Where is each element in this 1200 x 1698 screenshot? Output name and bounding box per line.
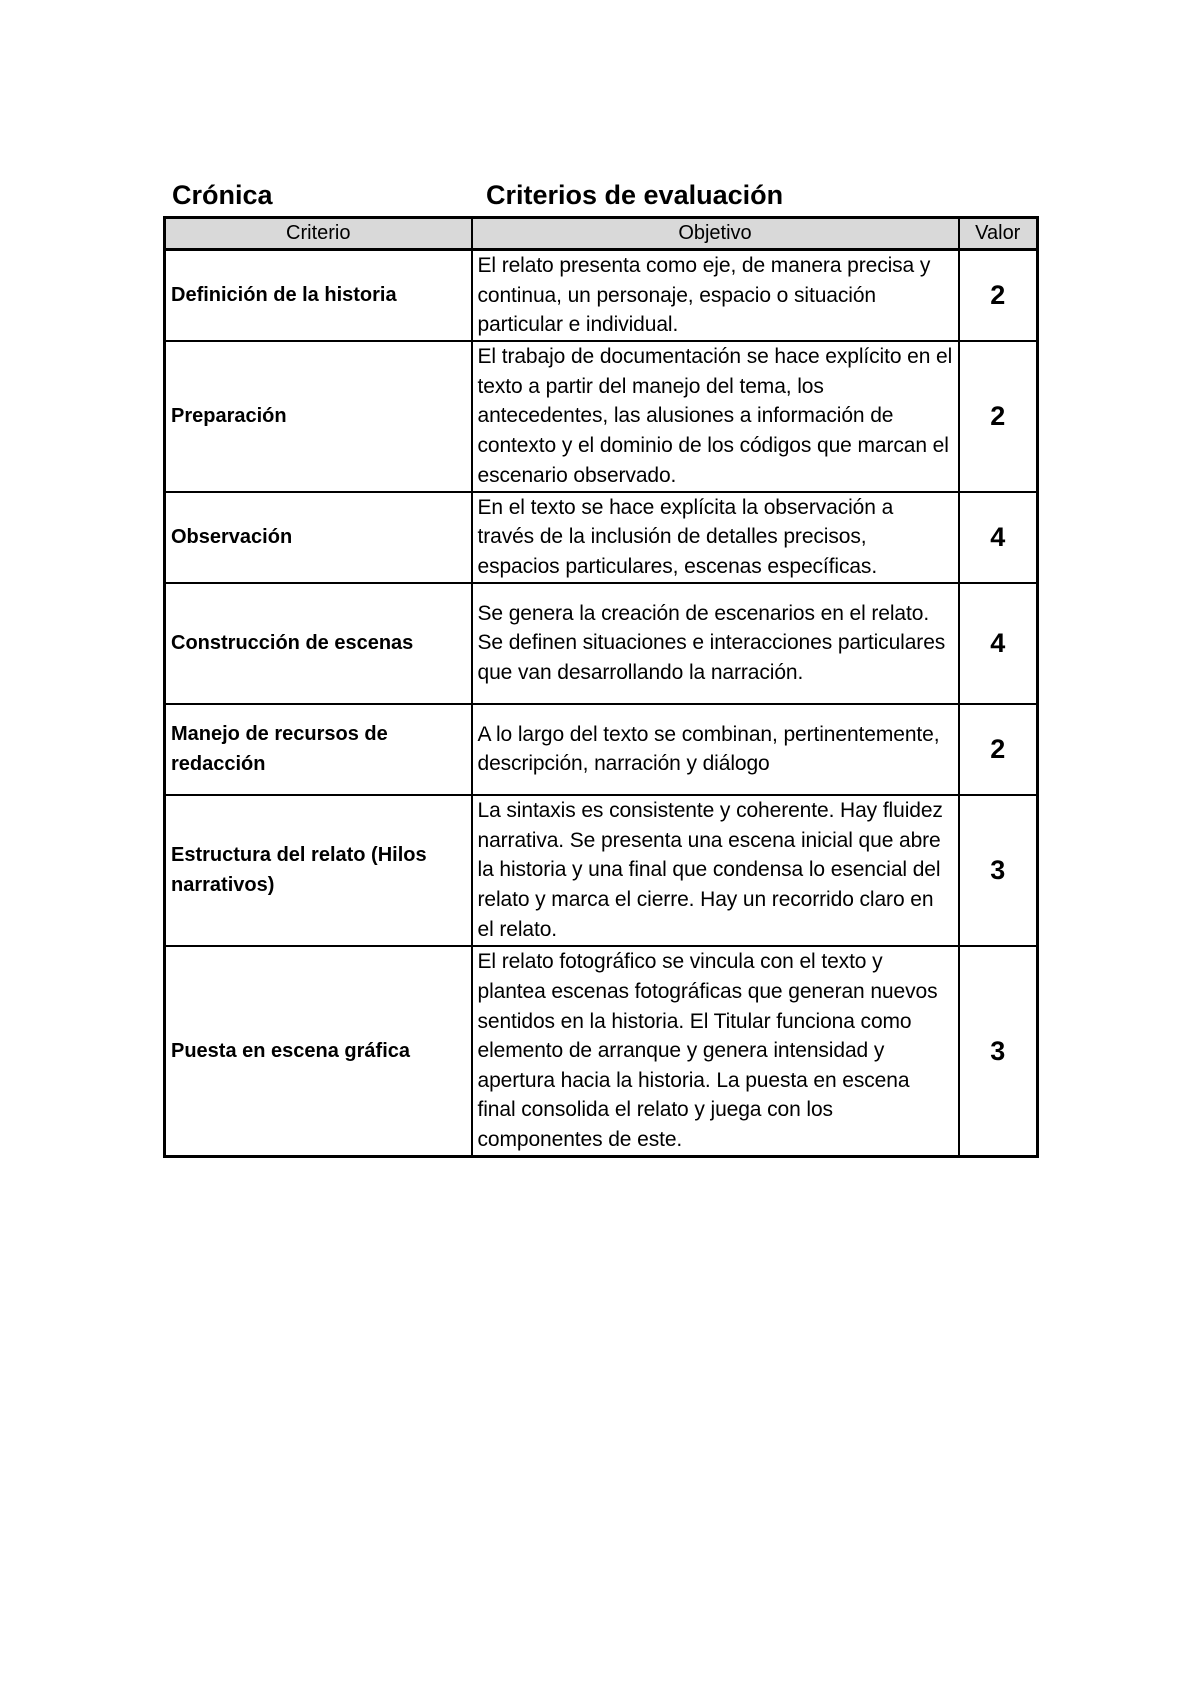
objetivo-cell: En el texto se hace explícita la observación a través de la inclusión de detalles precisos, espacios particulares, escenas específicas. — [472, 492, 959, 583]
valor-cell: 3 — [959, 946, 1038, 1157]
valor-cell: 2 — [959, 341, 1038, 492]
criterio-cell: Construcción de escenas — [165, 583, 472, 704]
valor-cell: 2 — [959, 250, 1038, 341]
title-row — [172, 180, 1052, 216]
objetivo-cell: Se genera la creación de escenarios en el relato. Se definen situaciones e interacciones particulares que van desarrollando la narración. — [472, 583, 959, 704]
table-header-row — [165, 218, 1038, 250]
table-row — [165, 795, 1038, 946]
valor-cell: 3 — [959, 795, 1038, 946]
table-row — [165, 250, 1038, 341]
criterio-cell: Preparación — [165, 341, 472, 492]
document-title: Crónica — [172, 180, 273, 210]
objetivo-cell: El trabajo de documentación se hace explícito en el texto a partir del manejo del tema, los antecedentes, las alusiones a información de contexto y el dominio de los códigos que marcan el escenario observado. — [472, 341, 959, 492]
table-row — [165, 583, 1038, 704]
criterio-cell: Observación — [165, 492, 472, 583]
table-row — [165, 492, 1038, 583]
valor-cell: 2 — [959, 704, 1038, 795]
criterio-cell: Estructura del relato (Hilos narrativos) — [165, 795, 472, 946]
table-row — [165, 341, 1038, 492]
objetivo-cell: El relato presenta como eje, de manera precisa y continua, un personaje, espacio o situación particular e individual. — [472, 250, 959, 341]
objetivo-cell: A lo largo del texto se combinan, pertinentemente, descripción, narración y diálogo — [472, 704, 959, 795]
evaluation-table — [163, 216, 1039, 1158]
table-row — [165, 946, 1038, 1157]
valor-cell: 4 — [959, 583, 1038, 704]
column-header-criterio: Criterio — [165, 218, 472, 250]
criterio-cell: Puesta en escena gráfica — [165, 946, 472, 1157]
objetivo-cell: La sintaxis es consistente y coherente. Hay fluidez narrativa. Se presenta una escena inicial que abre la historia y una final que condensa lo esencial del relato y marca el cierre. Hay un recorrido claro en el relato. — [472, 795, 959, 946]
table-title: Criterios de evaluación — [486, 180, 784, 210]
column-header-valor: Valor — [959, 218, 1038, 250]
valor-cell: 4 — [959, 492, 1038, 583]
column-header-objetivo: Objetivo — [472, 218, 959, 250]
criterio-cell: Definición de la historia — [165, 250, 472, 341]
objetivo-cell: El relato fotográfico se vincula con el texto y plantea escenas fotográficas que generan nuevos sentidos en la historia. El Titular funciona como elemento de arranque y genera intensidad y apertura hacia la historia. La puesta en escena final consolida el relato y juega con los componentes de este. — [472, 946, 959, 1157]
table-row — [165, 704, 1038, 795]
criterio-cell: Manejo de recursos de redacción — [165, 704, 472, 795]
